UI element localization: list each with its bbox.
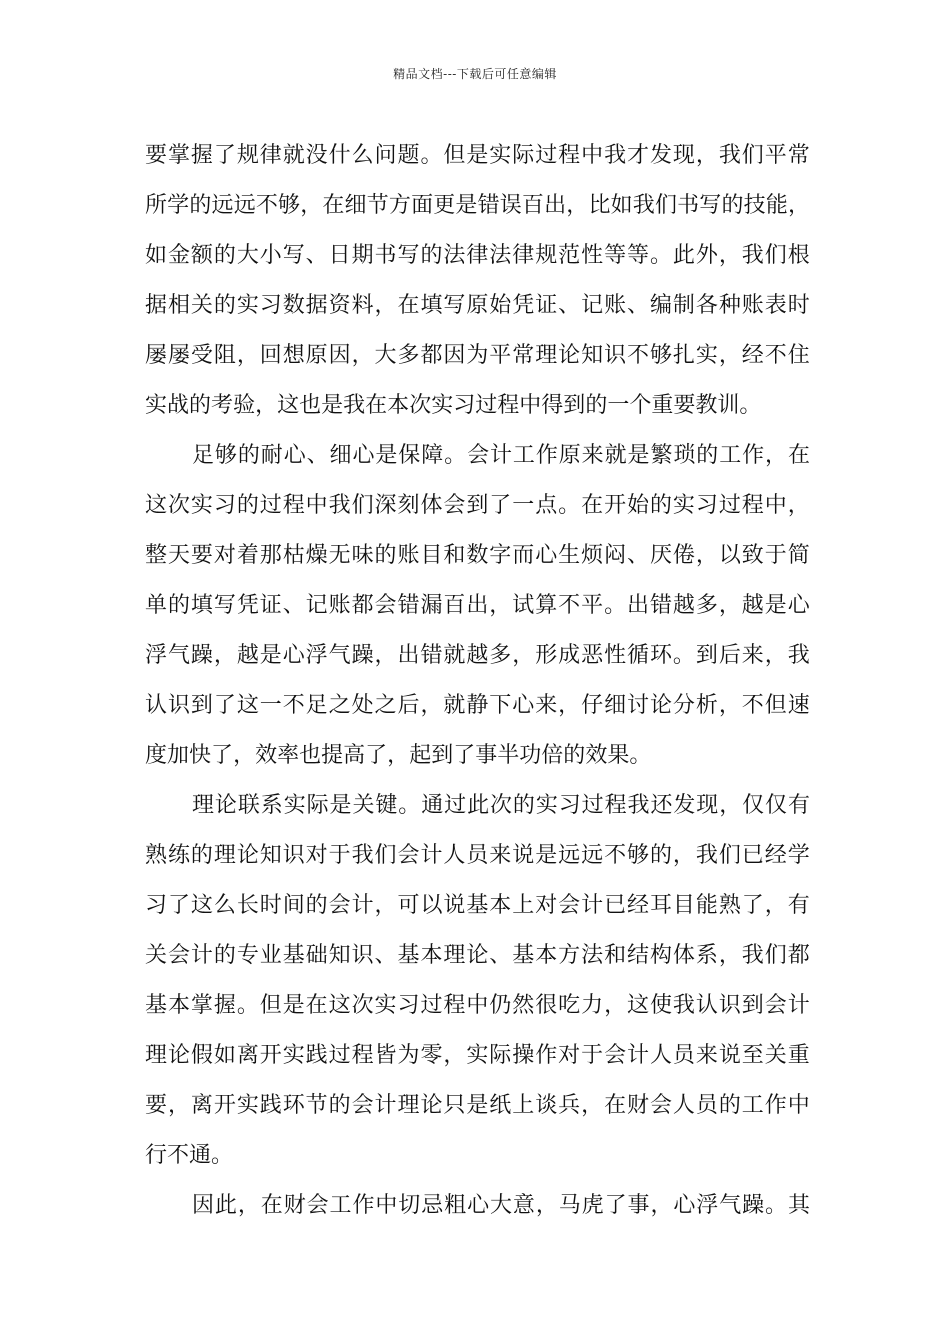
text-line: 实 战 的 考 验 ， 这 也 是 我 在 本 次 实 习 过 程 中 得 到 的 一 个 重 要 教 训 。	[145, 393, 762, 418]
text-line: 要 掌 握 了 规 律 就 没 什 么 问 题 。 但 是 实 际 过 程 中 我 才 发 现 ， 我 们 平 常	[145, 143, 810, 168]
text-line: 整 天 要 对 着 那 枯 燥 无 味 的 账 目 和 数 字 而 心 生 烦 闷 、 厌 倦 ， 以 致 于 简	[145, 543, 810, 568]
text-line: 关 会 计 的 专 业 基 础 知 识 、 基 本 理 论 、 基 本 方 法 和 结 构 体 系 ， 我 们 都	[145, 943, 810, 968]
text-line: 据 相 关 的 实 习 数 据 资 料 ， 在 填 写 原 始 凭 证 、 记 账 、 编 制 各 种 账 表 时	[145, 293, 810, 318]
text-line: 理 论 假 如 离 开 实 践 过 程 皆 为 零 ， 实 际 操 作 对 于 会 计 人 员 来 说 至 关 重	[145, 1043, 810, 1068]
text-line: 认 识 到 了 这 一 不 足 之 处 之 后 ， 就 静 下 心 来 ， 仔 细 讨 论 分 析 ， 不 但 速	[145, 693, 810, 718]
text-line: 所 学 的 远 远 不 够 ， 在 细 节 方 面 更 是 错 误 百 出 ， 比 如 我 们 书 写 的 技 能 ，	[145, 193, 810, 218]
text-line: 要 ， 离 开 实 践 环 节 的 会 计 理 论 只 是 纸 上 谈 兵 ， 在 财 会 人 员 的 工 作 中	[145, 1093, 810, 1118]
document-body	[145, 131, 810, 1231]
text-line: 如 金 额 的 大 小 写 、 日 期 书 写 的 法 律 法 律 规 范 性 等 等 。 此 外 ， 我 们 根	[145, 243, 810, 268]
text-line: 浮 气 躁 ， 越 是 心 浮 气 躁 ， 出 错 就 越 多 ， 形 成 恶 性 循 环 。 到 后 来 ， 我	[145, 643, 810, 668]
text-line: 因 此 ， 在 财 会 工 作 中 切 忌 粗 心 大 意 ， 马 虎 了 事 ， 心 浮 气 躁 。 其	[192, 1193, 810, 1218]
text-line: 行 不 通 。	[145, 1143, 234, 1168]
text-line: 度 加 快 了 ， 效 率 也 提 高 了 ， 起 到 了 事 半 功 倍 的 效 果 。	[145, 743, 652, 768]
text-line: 习 了 这 么 长 时 间 的 会 计 ， 可 以 说 基 本 上 对 会 计 已 经 耳 目 能 熟 了 ， 有	[145, 893, 810, 918]
page-header: 精品文档---下载后可任意编辑	[393, 67, 557, 81]
text-line: 基 本 掌 握 。 但 是 在 这 次 实 习 过 程 中 仍 然 很 吃 力 ， 这 使 我 认 识 到 会 计	[145, 993, 810, 1018]
text-line: 理 论 联 系 实 际 是 关 键 。 通 过 此 次 的 实 习 过 程 我 还 发 现 ， 仅 仅 有	[192, 793, 810, 818]
text-line: 熟 练 的 理 论 知 识 对 于 我 们 会 计 人 员 来 说 是 远 远 不 够 的 ， 我 们 已 经 学	[145, 843, 810, 868]
text-line: 屡 屡 受 阻 ， 回 想 原 因 ， 大 多 都 因 为 平 常 理 论 知 识 不 够 扎 实 ， 经 不 住	[145, 343, 810, 368]
text-line: 足 够 的 耐 心 、 细 心 是 保 障 。 会 计 工 作 原 来 就 是 繁 琐 的 工 作 ， 在	[192, 443, 810, 468]
text-line: 这 次 实 习 的 过 程 中 我 们 深 刻 体 会 到 了 一 点 。 在 开 始 的 实 习 过 程 中 ，	[145, 493, 810, 518]
text-line: 单 的 填 写 凭 证 、 记 账 都 会 错 漏 百 出 ， 试 算 不 平 。 出 错 越 多 ， 越 是 心	[145, 593, 810, 618]
